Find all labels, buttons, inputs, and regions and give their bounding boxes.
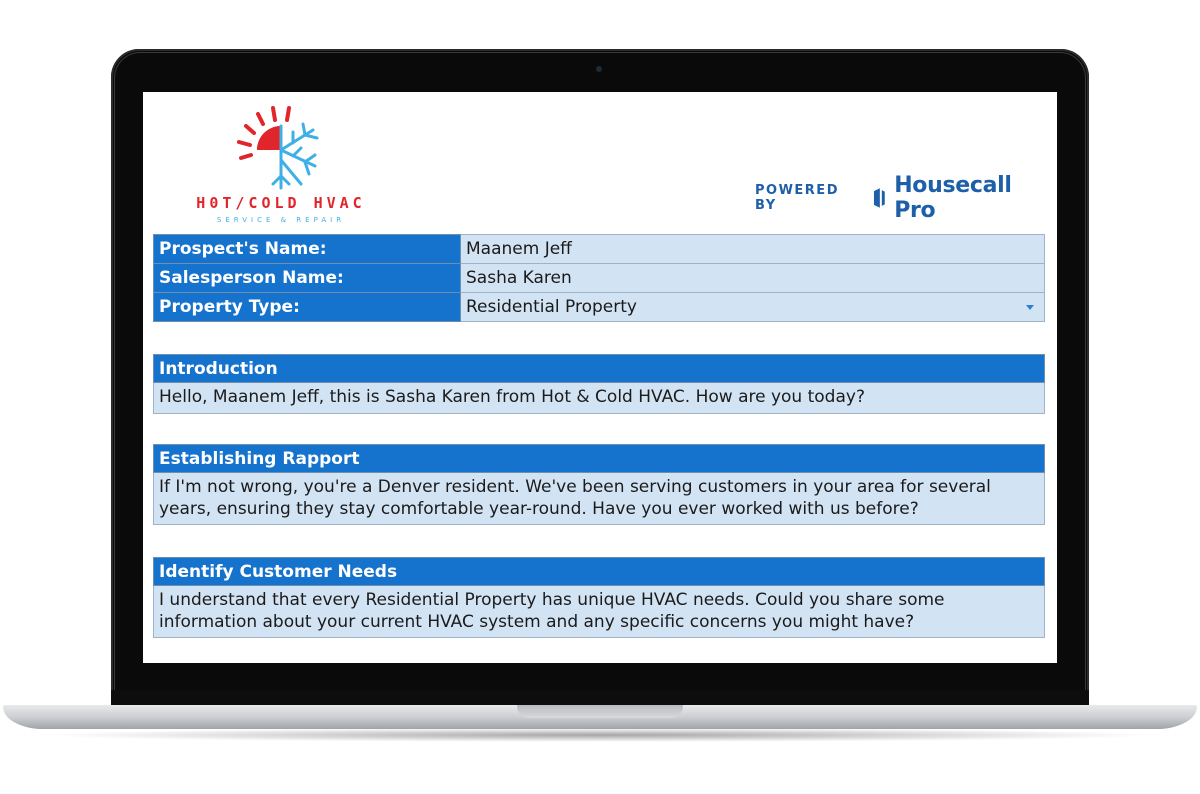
powered-by-label: POWERED BY [755,183,839,213]
company-logo [161,96,401,226]
property-type-label: Property Type: [154,293,461,322]
section-text[interactable]: I understand that every Residential Property has unique HVAC needs. Could you share some information about your current HVAC system and any specific concerns you might have? [153,586,1045,638]
section-identify-customer-needs [153,557,1045,638]
powered-by-badge[interactable] [755,173,1057,223]
section-title: Introduction [153,354,1045,383]
section-text[interactable]: If I'm not wrong, you're a Denver resident. We've been serving customers in your area for several years, ensuring they stay comfortable year-round. Have you ever worked with us before? [153,473,1045,525]
prospect-name-label: Prospect's Name: [154,235,461,264]
prospect-info-table [153,234,1045,322]
section-text[interactable]: Hello, Maanem Jeff, this is Sasha Karen from Hot & Cold HVAC. How are you today? [153,383,1045,414]
section-title: Identify Customer Needs [153,557,1045,586]
laptop-shadow [40,728,1160,742]
table-row [154,235,1045,264]
camera-icon [596,66,602,72]
housecall-pro-icon [872,187,886,209]
section-establishing-rapport [153,444,1045,525]
salesperson-name-field[interactable]: Sasha Karen [461,264,1045,293]
salesperson-name-label: Salesperson Name: [154,264,461,293]
property-type-value: Residential Property [466,297,637,317]
property-type-dropdown[interactable] [461,293,1045,322]
logo-subtitle: SERVICE & REPAIR [216,216,346,224]
section-title: Establishing Rapport [153,444,1045,473]
sun-snowflake-icon [223,100,343,192]
logo-title: H0T/COLD HVAC [196,194,366,212]
dropdown-arrow-icon[interactable] [1026,305,1034,310]
housecall-pro-name: Housecall Pro [894,173,1012,223]
table-row [154,293,1045,322]
laptop-notch [517,705,683,718]
table-row [154,264,1045,293]
prospect-name-field[interactable]: Maanem Jeff [461,235,1045,264]
screen [143,92,1057,663]
section-introduction [153,354,1045,414]
